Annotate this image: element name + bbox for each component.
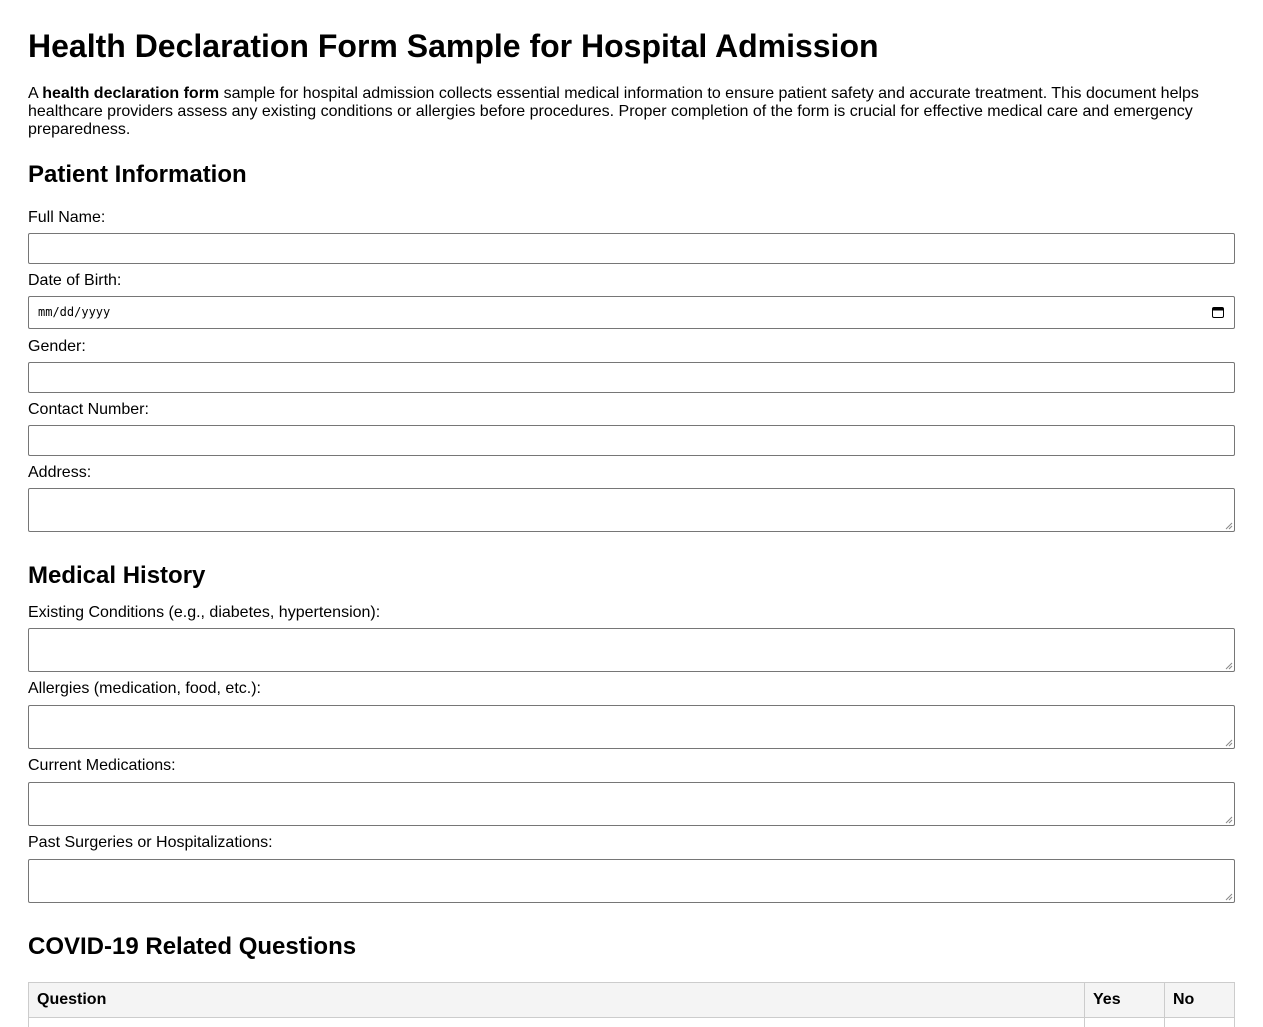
resize-grip-icon[interactable] — [1225, 662, 1233, 670]
allergies-textarea[interactable] — [28, 705, 1235, 749]
covid-questions-table — [28, 982, 1235, 1027]
contact-number-input[interactable] — [28, 425, 1235, 456]
current-medications-textarea[interactable] — [28, 782, 1235, 826]
existing-conditions-textarea[interactable] — [28, 628, 1235, 672]
full-name-label: Full Name: — [28, 209, 106, 226]
intro-suffix: sample for hospital admission collects essential medical information to ensure patient safety and accurate treatment. This document helps healthcare providers assess any existing conditions or allergies before procedures. Proper completion of the form is crucial for effective medical care and emergency preparedness. — [28, 85, 1199, 138]
covid-heading: COVID-19 Related Questions — [28, 933, 357, 960]
contact-number-label: Contact Number: — [28, 401, 149, 418]
past-surgeries-label: Past Surgeries or Hospitalizations: — [28, 834, 273, 851]
past-surgeries-textarea[interactable] — [28, 859, 1235, 903]
page-title: Health Declaration Form Sample for Hospital Admission — [28, 28, 879, 64]
resize-grip-icon[interactable] — [1225, 816, 1233, 824]
table-row — [29, 1018, 1235, 1027]
full-name-input[interactable] — [28, 233, 1235, 264]
current-medications-label: Current Medications: — [28, 757, 176, 774]
intro-prefix: A — [28, 85, 43, 102]
calendar-icon[interactable] — [1212, 306, 1224, 318]
intro-bold-term: health declaration form — [42, 85, 220, 102]
gender-input[interactable] — [28, 362, 1235, 393]
table-cell — [1165, 1018, 1235, 1027]
allergies-label: Allergies (medication, food, etc.): — [28, 680, 261, 697]
column-header-yes: Yes — [1085, 983, 1165, 1018]
resize-grip-icon[interactable] — [1225, 893, 1233, 901]
dob-label: Date of Birth: — [28, 272, 122, 289]
intro-paragraph — [28, 85, 1235, 139]
existing-conditions-label: Existing Conditions (e.g., diabetes, hypertension): — [28, 604, 381, 621]
table-cell — [1085, 1018, 1165, 1027]
resize-grip-icon[interactable] — [1225, 739, 1233, 747]
gender-label: Gender: — [28, 338, 86, 355]
table-cell — [29, 1018, 1085, 1027]
patient-info-heading: Patient Information — [28, 161, 247, 188]
table-header-row — [29, 983, 1235, 1018]
dob-input[interactable] — [28, 296, 1235, 329]
address-textarea[interactable] — [28, 488, 1235, 532]
address-label: Address: — [28, 464, 92, 481]
dob-placeholder: mm/dd/yyyy — [38, 305, 111, 319]
medical-history-heading: Medical History — [28, 562, 206, 589]
column-header-no: No — [1165, 983, 1235, 1018]
resize-grip-icon[interactable] — [1225, 522, 1233, 530]
column-header-question: Question — [29, 983, 1085, 1018]
